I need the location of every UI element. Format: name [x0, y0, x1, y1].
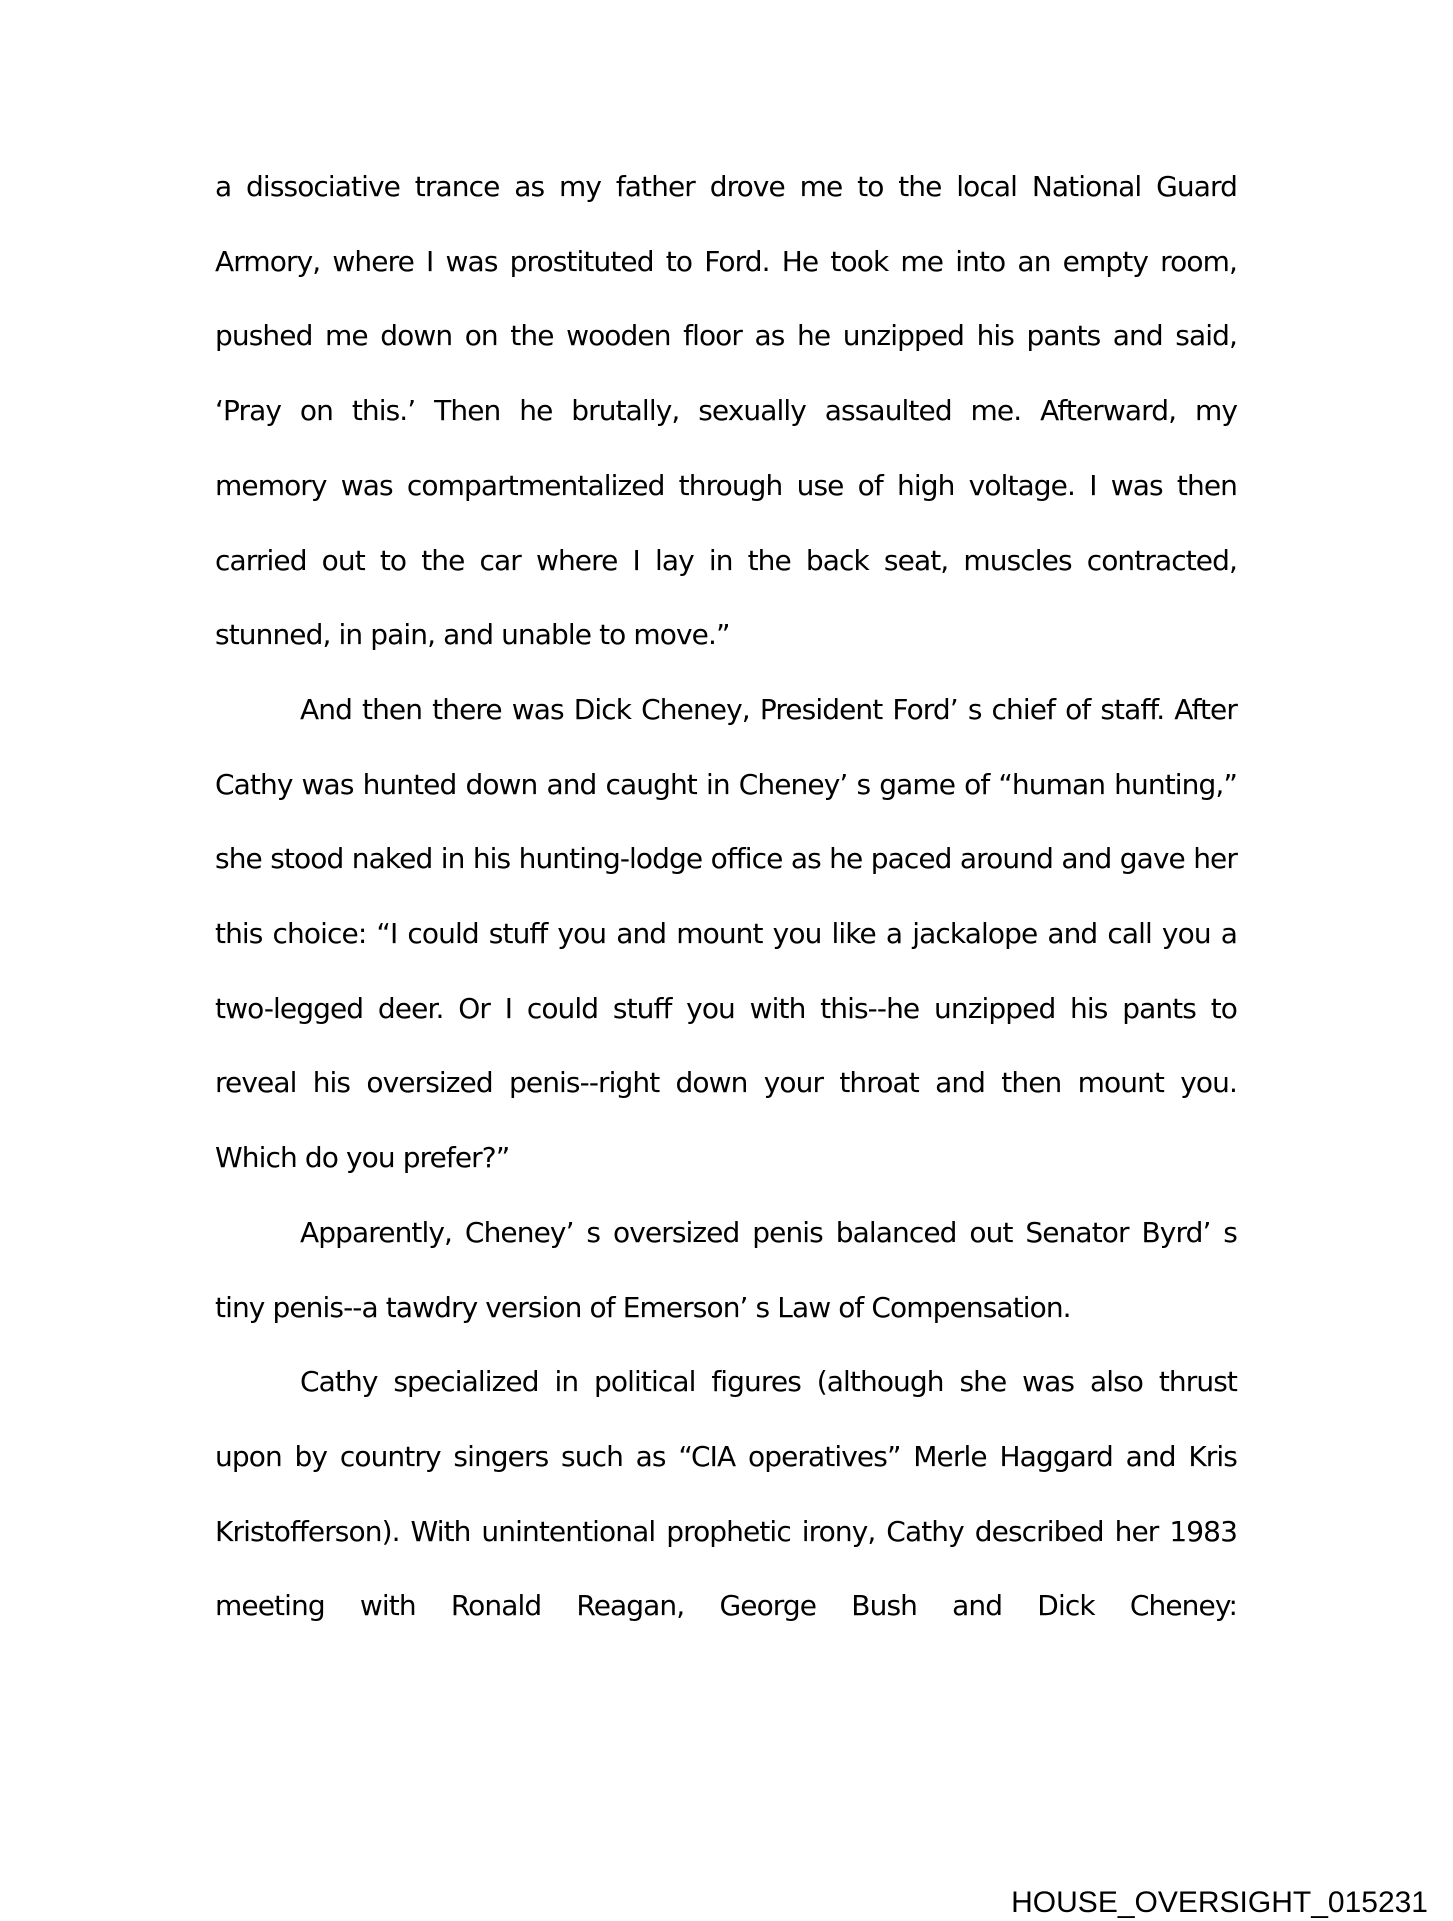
paragraph-2: And then there was Dick Cheney, President Ford’ s chief of staff. After Cathy was hunted down and caught in Cheney’ s game of “human hunting,” she stood naked in his hunting-lodge office as he paced around and gave her this choice: “I could stuff you and mount you like a jackalope and call you a two-legged deer. Or I could stuff you with this--he unzipped his pants to reveal his oversized penis--right down your throat and then mount you. Which do you prefer?”: [215, 692, 1237, 1175]
paragraph-3: Apparently, Cheney’ s oversized penis balanced out Senator Byrd’ s tiny penis--a tawdry version of Emerson’ s Law of Compensation.: [215, 1215, 1237, 1324]
bates-number: HOUSE_OVERSIGHT_015231: [1011, 1886, 1428, 1919]
paragraph-4: Cathy specialized in political figures (although she was also thrust upon by country singers such as “CIA operatives” Merle Haggard and Kris Kristofferson). With unintentional prophetic irony, Cathy described her 1983 meeting with Ronald Reagan, George Bush and Dick Cheney:: [215, 1365, 1237, 1623]
paragraph-1: a dissociative trance as my father drove me to the local National Guard Armory, where I was prostituted to Ford. He took me into an empty room, pushed me down on the wooden floor as he unzipped his pants and said, ‘Pray on this.’ Then he brutally, sexually assaulted me. Afterward, my memory was compartmentalized through use of high voltage. I was then carried out to the car where I lay in the back seat, muscles contracted, stunned, in pain, and unable to move.”: [215, 170, 1237, 652]
body-text: [215, 150, 1237, 1644]
